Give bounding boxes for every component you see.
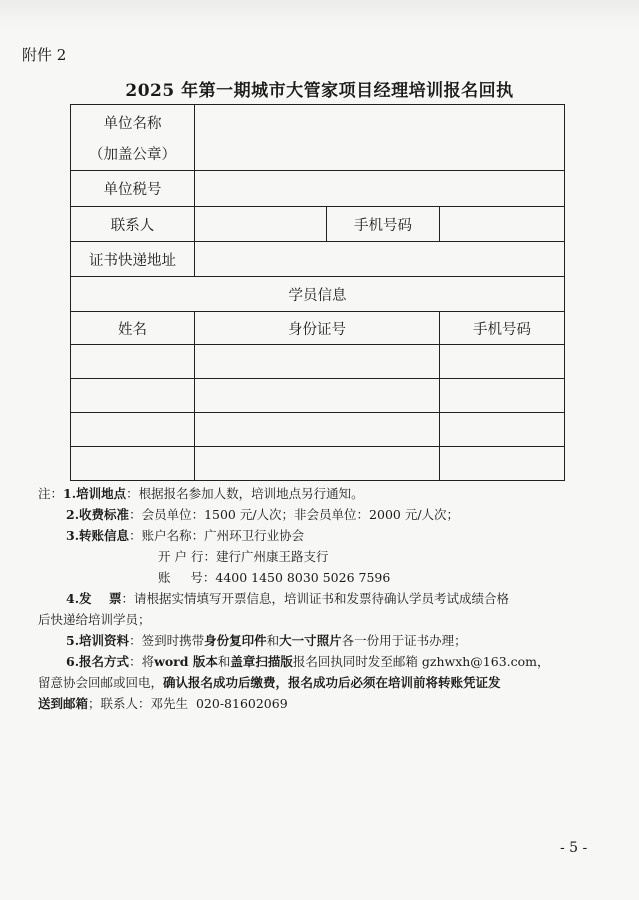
unit-name-label <box>71 105 195 171</box>
column-header-mobile: 手机号码 <box>440 312 565 345</box>
note-5-text-a: ：签到时携带 <box>129 633 205 648</box>
note-6-text-c: 和 <box>217 654 231 669</box>
page-number: - 5 - <box>560 840 588 856</box>
page-title: 2025 年第一期城市大管家项目经理培训报名回执 <box>125 81 514 101</box>
unit-name-label-line1: 单位名称 <box>103 115 162 132</box>
note-2 <box>38 504 600 525</box>
contact-field[interactable] <box>195 207 327 242</box>
registration-form-table <box>70 104 565 481</box>
note-1-text: ：根据报名参加人数，培训地点另行通知。 <box>126 486 364 501</box>
note-6-line3-b: ；联系人：邓先生 020-81602069 <box>88 696 288 711</box>
note-4 <box>38 588 600 609</box>
note-1 <box>38 483 600 504</box>
note-6-line3 <box>38 693 600 714</box>
row-student-info <box>71 277 565 312</box>
note-5-text-d: 大一寸照片 <box>279 633 342 648</box>
student-info-heading: 学员信息 <box>71 277 565 312</box>
column-header-id-number: 身份证号 <box>195 312 440 345</box>
note-6-line2-a: 留意协会回邮或回电， <box>38 675 164 690</box>
note-1-label: 1.培训地点 <box>63 486 127 501</box>
mobile-field[interactable] <box>440 207 565 242</box>
address-field[interactable] <box>195 242 565 277</box>
tax-number-field[interactable] <box>195 171 565 207</box>
unit-name-field[interactable] <box>195 105 565 171</box>
note-5-label: 5.培训资料 <box>66 633 130 648</box>
student-name-cell[interactable] <box>71 447 195 481</box>
table-row <box>71 447 565 481</box>
student-table-header <box>71 312 565 345</box>
note-3-account: 账 号：4400 1450 8030 5026 7596 <box>158 570 391 585</box>
table-row <box>71 379 565 413</box>
attachment-label: 附件 2 <box>22 46 67 64</box>
student-name-cell[interactable] <box>71 379 195 413</box>
row-address <box>71 242 565 277</box>
note-3-text: ：账户名称：广州环卫行业协会 <box>129 528 305 543</box>
unit-name-label-line2: （加盖公章） <box>89 146 176 163</box>
address-label: 证书快递地址 <box>71 242 195 277</box>
student-mobile-cell[interactable] <box>440 345 565 379</box>
row-tax-number <box>71 171 565 207</box>
note-6-line2 <box>38 672 600 693</box>
contact-label: 联系人 <box>71 207 195 242</box>
student-mobile-cell[interactable] <box>440 379 565 413</box>
notes-prefix: 注： <box>38 486 64 501</box>
note-5-text-c: 和 <box>266 633 280 648</box>
note-4-label: 4.发 票 <box>66 591 122 606</box>
note-3-label: 3.转账信息 <box>66 528 130 543</box>
note-2-text: ：会员单位：1500 元/人次；非会员单位：2000 元/人次； <box>129 507 460 522</box>
note-6-label: 6.报名方式 <box>66 654 130 669</box>
column-header-name: 姓名 <box>71 312 195 345</box>
note-3-bank: 开 户 行：建行广州康王路支行 <box>158 549 329 564</box>
note-3 <box>38 525 600 546</box>
student-id-cell[interactable] <box>195 413 440 447</box>
student-mobile-cell[interactable] <box>440 447 565 481</box>
student-mobile-cell[interactable] <box>440 413 565 447</box>
note-6-text-e: 报名回执同时发至邮箱 gzhwxh@163.com， <box>292 654 550 669</box>
mobile-label: 手机号码 <box>327 207 440 242</box>
student-name-cell[interactable] <box>71 413 195 447</box>
note-6-text-b: word 版本 <box>154 654 218 669</box>
note-6-text-d: 盖章扫描版 <box>230 654 293 669</box>
note-6-text-a: ：将 <box>129 654 155 669</box>
note-2-label: 2.收费标准 <box>66 507 130 522</box>
student-id-cell[interactable] <box>195 379 440 413</box>
note-6 <box>38 651 600 672</box>
table-row <box>71 413 565 447</box>
student-name-cell[interactable] <box>71 345 195 379</box>
row-unit-name <box>71 105 565 171</box>
student-id-cell[interactable] <box>195 447 440 481</box>
note-6-line2-b: 确认报名成功后缴费，报名成功后必须在培训前将转账凭证发 <box>163 675 501 690</box>
note-4-continued: 后快递给培训学员； <box>38 612 151 627</box>
scan-edge <box>0 0 639 28</box>
table-row <box>71 345 565 379</box>
student-id-cell[interactable] <box>195 345 440 379</box>
note-6-line3-a: 送到邮箱 <box>38 696 89 711</box>
row-contact <box>71 207 565 242</box>
note-5 <box>38 630 600 651</box>
tax-number-label: 单位税号 <box>71 171 195 207</box>
note-4-text: ：请根据实情填写开票信息，培训证书和发票待确认学员考试成绩合格 <box>121 591 509 606</box>
note-5-text-b: 身份复印件 <box>204 633 267 648</box>
note-5-text-e: 各一份用于证书办理； <box>341 633 467 648</box>
notes-section <box>38 483 600 714</box>
